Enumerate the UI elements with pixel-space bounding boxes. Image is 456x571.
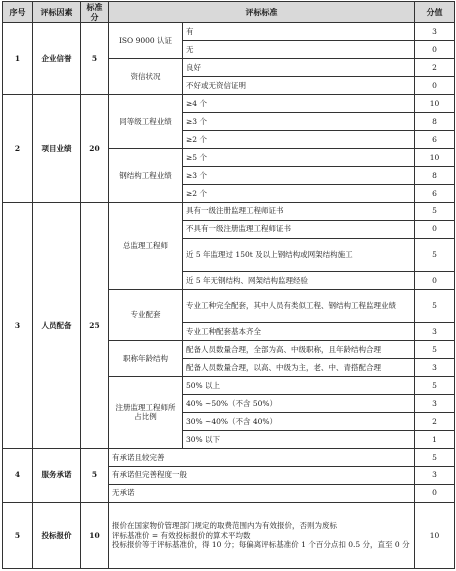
criteria-text: 有承诺且较完善 bbox=[109, 448, 415, 466]
factor-number: 3 bbox=[3, 202, 33, 448]
sub-criterion: 总监理工程师 bbox=[109, 202, 183, 289]
factor-number: 5 bbox=[3, 502, 33, 568]
criteria-text: 50% 以上 bbox=[183, 376, 415, 394]
table-row bbox=[3, 502, 455, 568]
criteria-text: 30% 以下 bbox=[183, 430, 415, 448]
header-criteria: 评标标准 bbox=[109, 2, 415, 23]
criteria-score: 0 bbox=[415, 220, 455, 238]
factor-name: 企业信誉 bbox=[33, 23, 81, 95]
scoring-table bbox=[2, 1, 455, 569]
factor-name: 人员配备 bbox=[33, 202, 81, 448]
criteria-score: 8 bbox=[415, 112, 455, 130]
header-standard-score: 标准分 bbox=[81, 2, 109, 23]
criteria-score: 0 bbox=[415, 484, 455, 502]
factor-standard-score: 20 bbox=[81, 94, 109, 202]
header-score: 分值 bbox=[415, 2, 455, 23]
criteria-text: 配备人员数量合理，全部为高、中级职称，且年龄结构合理 bbox=[183, 340, 415, 358]
sub-criterion: 职称年龄结构 bbox=[109, 340, 183, 376]
criteria-text: 具有一级注册监理工程师证书 bbox=[183, 202, 415, 220]
table-row bbox=[3, 23, 455, 41]
factor-number: 1 bbox=[3, 23, 33, 95]
table-row bbox=[3, 202, 455, 220]
factor-name: 项目业绩 bbox=[33, 94, 81, 202]
criteria-text: ≥2 个 bbox=[183, 184, 415, 202]
header-row bbox=[3, 2, 455, 23]
criteria-score: 5 bbox=[415, 289, 455, 322]
criteria-text: ≥4 个 bbox=[183, 94, 415, 112]
factor-standard-score: 25 bbox=[81, 202, 109, 448]
criteria-score: 10 bbox=[415, 502, 455, 568]
criteria-score: 5 bbox=[415, 202, 455, 220]
criteria-text: 无 bbox=[183, 40, 415, 58]
criteria-score: 3 bbox=[415, 23, 455, 41]
criteria-score: 1 bbox=[415, 430, 455, 448]
criteria-text: 不好或无资信证明 bbox=[183, 76, 415, 94]
sub-criterion: 资信状况 bbox=[109, 58, 183, 94]
criteria-text: 专业工种完全配套，其中人员有类似工程、钢结构工程监理业绩 bbox=[183, 289, 415, 322]
criteria-score: 3 bbox=[415, 322, 455, 340]
header-factor: 评标因素 bbox=[33, 2, 81, 23]
criteria-score: 2 bbox=[415, 412, 455, 430]
criteria-score: 10 bbox=[415, 148, 455, 166]
criteria-text: ≥3 个 bbox=[183, 112, 415, 130]
criteria-score: 0 bbox=[415, 40, 455, 58]
factor-number: 2 bbox=[3, 94, 33, 202]
criteria-score: 5 bbox=[415, 376, 455, 394]
criteria-score: 0 bbox=[415, 76, 455, 94]
sub-criterion: 专业配套 bbox=[109, 289, 183, 340]
criteria-score: 5 bbox=[415, 340, 455, 358]
criteria-text: ≥2 个 bbox=[183, 130, 415, 148]
factor-standard-score: 10 bbox=[81, 502, 109, 568]
sub-criterion: ISO 9000 认证 bbox=[109, 23, 183, 59]
table-row bbox=[3, 94, 455, 112]
criteria-score: 3 bbox=[415, 358, 455, 376]
factor-standard-score: 5 bbox=[81, 448, 109, 502]
criteria-score: 0 bbox=[415, 271, 455, 289]
criteria-score: 5 bbox=[415, 238, 455, 271]
criteria-text: 有承诺但完善程度一般 bbox=[109, 466, 415, 484]
sub-criterion: 同等级工程业绩 bbox=[109, 94, 183, 148]
criteria-score: 3 bbox=[415, 394, 455, 412]
criteria-text: 40% ~50%（不含 50%） bbox=[183, 394, 415, 412]
criteria-score: 2 bbox=[415, 58, 455, 76]
criteria-score: 8 bbox=[415, 166, 455, 184]
criteria-text: 无承诺 bbox=[109, 484, 415, 502]
criteria-score: 3 bbox=[415, 466, 455, 484]
header-no: 序号 bbox=[3, 2, 33, 23]
table-row bbox=[3, 448, 455, 466]
sub-criterion: 钢结构工程业绩 bbox=[109, 148, 183, 202]
sub-criterion: 注册监理工程师所占比例 bbox=[109, 376, 183, 448]
factor-number: 4 bbox=[3, 448, 33, 502]
criteria-text: 良好 bbox=[183, 58, 415, 76]
criteria-text: 不具有一级注册监理工程师证书 bbox=[183, 220, 415, 238]
criteria-text: ≥5 个 bbox=[183, 148, 415, 166]
factor-name: 投标报价 bbox=[33, 502, 81, 568]
criteria-text: 近 5 年监理过 150t 及以上钢结构或网架结构施工 bbox=[183, 238, 415, 271]
criteria-text: 报价在国家物价管理部门规定的取费范围内为有效报价，否则为废标 评标基准价 = 有效投标报价的算术平均数 投标报价等于评标基准价，得 10 分；每偏离评标基准价 1 个百分点扣 0.5 分，直至 0 分 bbox=[109, 502, 415, 568]
criteria-score: 6 bbox=[415, 184, 455, 202]
criteria-text: 专业工种配套基本齐全 bbox=[183, 322, 415, 340]
factor-standard-score: 5 bbox=[81, 23, 109, 95]
criteria-text: 30% ~40%（不含 40%） bbox=[183, 412, 415, 430]
criteria-text: ≥3 个 bbox=[183, 166, 415, 184]
criteria-score: 10 bbox=[415, 94, 455, 112]
criteria-text: 近 5 年无钢结构、网架结构监理经验 bbox=[183, 271, 415, 289]
table-body bbox=[3, 23, 455, 569]
criteria-score: 6 bbox=[415, 130, 455, 148]
criteria-text: 有 bbox=[183, 23, 415, 41]
criteria-score: 5 bbox=[415, 448, 455, 466]
factor-name: 服务承诺 bbox=[33, 448, 81, 502]
criteria-text: 配备人员数量合理，以高、中级为主，老、中、青搭配合理 bbox=[183, 358, 415, 376]
